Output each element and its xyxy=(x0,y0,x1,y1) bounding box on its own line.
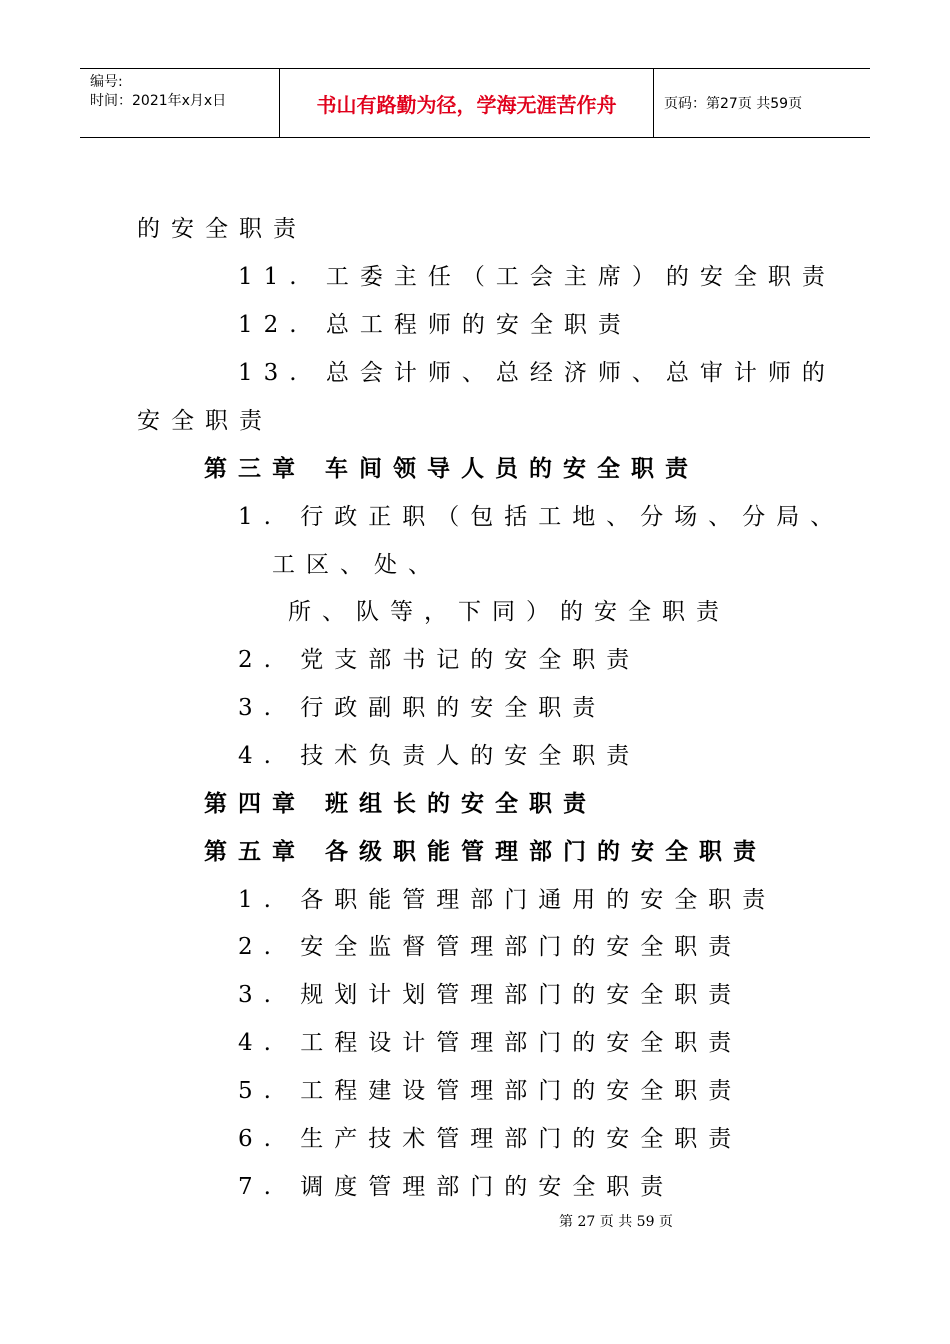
toc-line: 4. 工程设计管理部门的安全职责 xyxy=(238,1030,743,1056)
toc-line: 工区、处、 xyxy=(272,552,442,578)
toc-line: 2. 安全监督管理部门的安全职责 xyxy=(238,934,743,960)
page-footer xyxy=(0,1211,950,1231)
chapter-heading: 第四章 班组长的安全职责 xyxy=(204,791,598,817)
toc-line: 1. 各职能管理部门通用的安全职责 xyxy=(238,887,777,913)
toc-line: 2. 党支部书记的安全职责 xyxy=(238,647,641,673)
toc-line: 12. 总工程师的安全职责 xyxy=(238,312,632,338)
toc-line: 5. 工程建设管理部门的安全职责 xyxy=(238,1078,743,1104)
toc-line: 11. 工委主任（工会主席）的安全职责 xyxy=(238,264,836,290)
header-number-label: 编号: xyxy=(90,74,123,90)
footer-page-number: 第 27 页 共 59 页 xyxy=(559,1214,673,1230)
toc-line: 1. 行政正职（包括工地、分场、分局、 xyxy=(238,504,845,530)
header-meta xyxy=(80,69,280,137)
header-time-label: 时间：2021年x月x日 xyxy=(90,93,227,109)
toc-line: 安全职责 xyxy=(137,408,273,434)
header-motto-cell xyxy=(280,69,654,137)
toc-line: 7. 调度管理部门的安全职责 xyxy=(238,1174,675,1200)
toc-line: 4. 技术负责人的安全职责 xyxy=(238,743,641,769)
chapter-heading: 第三章 车间领导人员的安全职责 xyxy=(204,456,700,482)
header-page-info: 页码：第27页 共59页 xyxy=(664,96,803,112)
toc-line: 的安全职责 xyxy=(137,216,307,242)
toc-line: 6. 生产技术管理部门的安全职责 xyxy=(238,1126,743,1152)
chapter-heading: 第五章 各级职能管理部门的安全职责 xyxy=(204,839,768,865)
page-header xyxy=(80,68,870,138)
toc-line: 所、队等，下同）的安全职责 xyxy=(288,599,730,625)
header-motto: 书山有路勤为径，学海无涯苦作舟 xyxy=(316,92,617,117)
toc-line: 13. 总会计师、总经济师、总审计师的 xyxy=(238,360,836,386)
toc-line: 3. 规划计划管理部门的安全职责 xyxy=(238,982,743,1008)
toc-line: 3. 行政副职的安全职责 xyxy=(238,695,607,721)
